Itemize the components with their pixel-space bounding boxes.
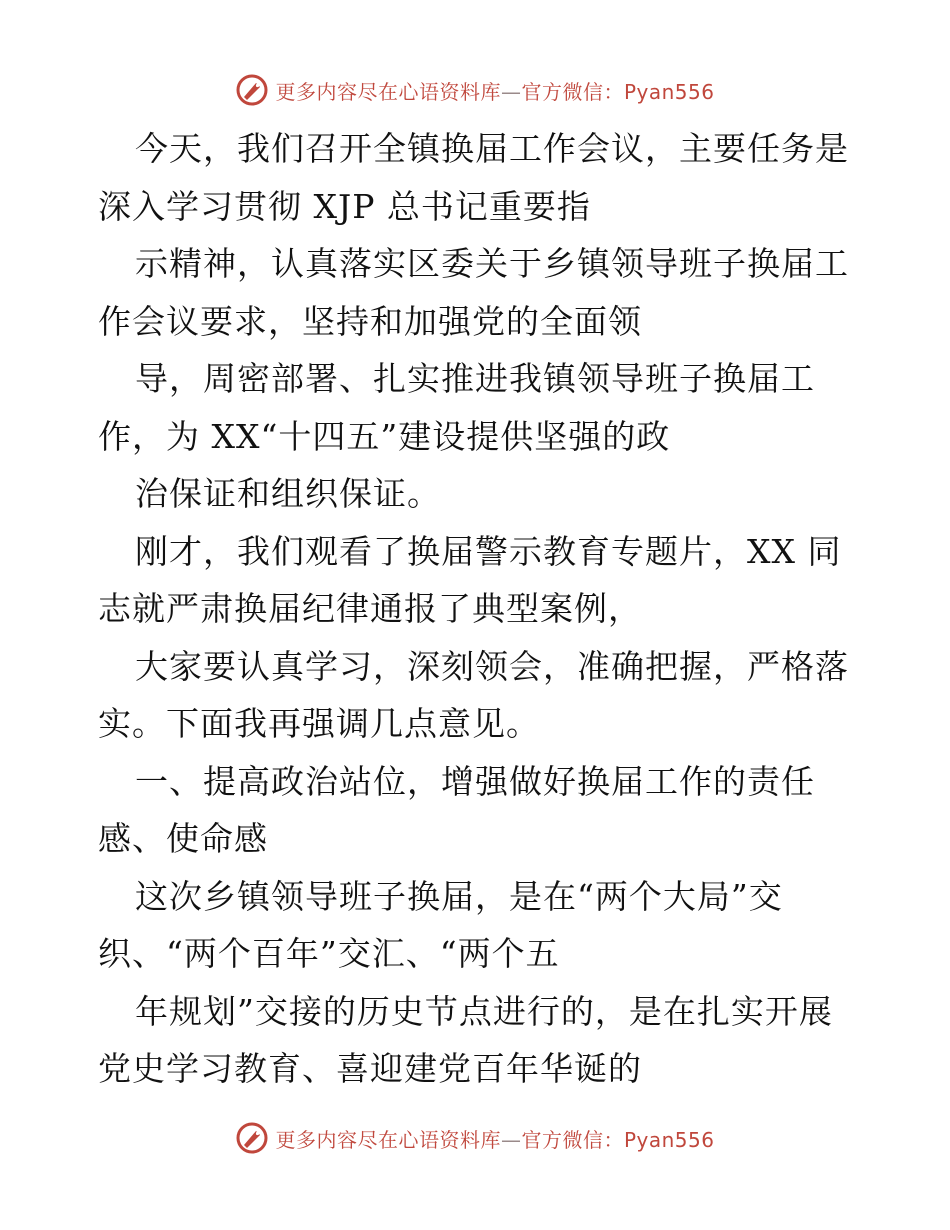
banner-contact-text: 官方微信：Pyan556 [521,79,715,104]
text-line: 实。下面我再强调几点意见。 [98,704,540,743]
text-line: 志就严肃换届纪律通报了典型案例， [98,589,642,628]
text-line: 今天，我们召开全镇换届工作会议，主要任务是 [135,129,849,168]
text-line: 示精神，认真落实区委关于乡镇领导班子换届工 [135,244,849,283]
text-line: 作会议要求，坚持和加强党的全面领 [98,301,642,341]
banner-separator: — [500,1127,522,1152]
text-line: 作，为 XX“十四五”建设提供坚强的政 [98,416,671,456]
banner-site-text: 更多内容尽在心语资料库 [275,1127,501,1152]
text-line: 织、“两个百年”交汇、“两个五 [98,934,560,973]
pen-nib-logo-icon [235,1121,269,1155]
banner-site-text: 更多内容尽在心语资料库 [275,79,501,104]
section-heading-line: 感、使命感 [98,819,268,858]
header-banner [0,70,950,110]
pen-nib-logo-icon [235,73,269,107]
section-heading-line: 一、提高政治站位，增强做好换届工作的责任 [135,761,815,801]
text-line: 刚才，我们观看了换届警示教育专题片，XX 同 [135,531,842,571]
footer-banner [0,1118,950,1158]
banner-separator: — [500,79,522,104]
banner-contact-text: 官方微信：Pyan556 [521,1127,715,1152]
text-line: 年规划”交接的历史节点进行的，是在扎实开展 [135,991,833,1031]
text-line: 党史学习教育、喜迎建党百年华诞的 [98,1049,642,1088]
text-line: 治保证和组织保证。 [135,474,441,513]
text-line: 导，周密部署、扎实推进我镇领导班子换届工 [135,359,815,398]
banner-text [275,1124,714,1153]
text-line: 深入学习贯彻 XJP 总书记重要指 [98,186,591,226]
banner-text [275,76,714,105]
text-line: 大家要认真学习，深刻领会，准确把握，严格落 [135,646,849,686]
text-line: 这次乡镇领导班子换届，是在“两个大局”交 [135,876,783,916]
document-body [98,120,878,1098]
